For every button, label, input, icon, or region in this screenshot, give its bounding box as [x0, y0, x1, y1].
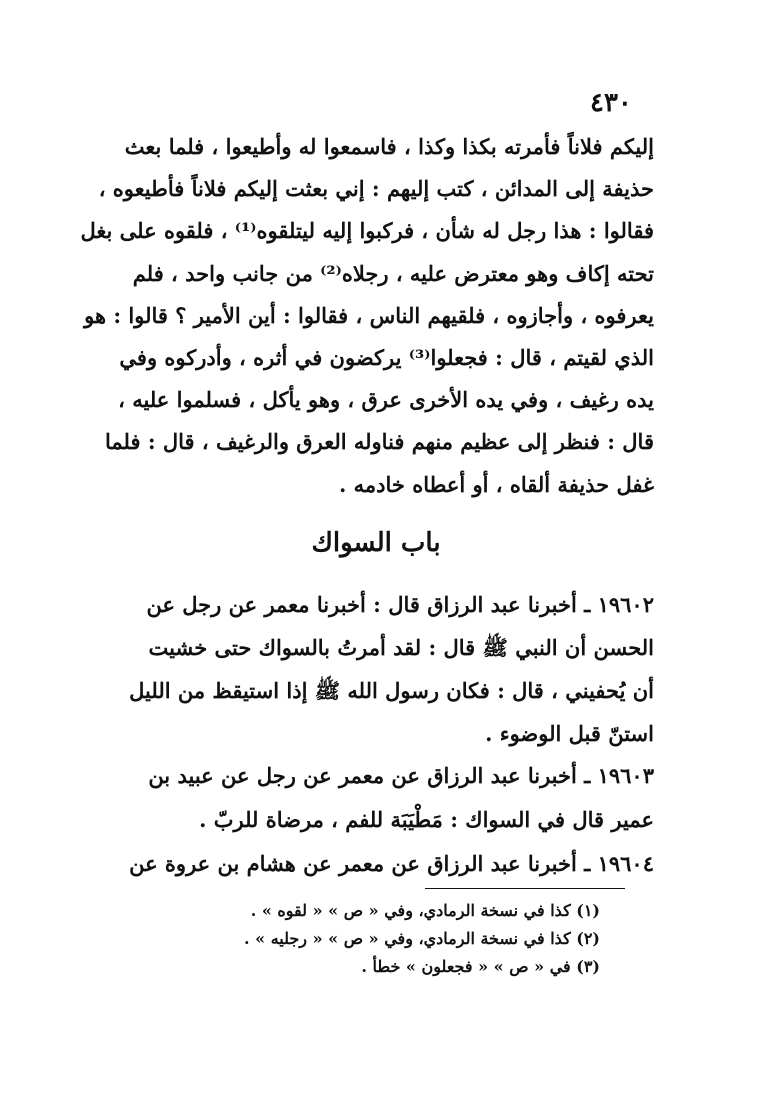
text-line: الحسن أن النبي ﷺ قال : لقد أمرتُ بالسواك حتى خشيت: [148, 635, 654, 660]
text-line: يده رغيف ، وفي يده الأخرى عرق ، وهو يأكل ، فسلموا عليه ،: [118, 387, 654, 413]
text-line: أن يُحفيني ، قال : فكان رسول الله ﷺ إذا استيقظ من الليل: [129, 678, 654, 703]
text-line: غفل حذيفة ألقاه ، أو أعطاه خادمه .: [339, 471, 654, 497]
page-number: ٤٣٠: [590, 88, 632, 118]
hadith-19602: [98, 583, 654, 755]
text-line: ١٩٦٠٤ ـ أخبرنا عبد الرزاق عن معمر عن هشام بن عروة عن: [129, 851, 654, 876]
text-line: استنّ قبل الوضوء .: [485, 721, 654, 746]
hadith-19603: [98, 754, 654, 842]
footnote: (٣) في « ص » « فجعلون » خطأ .: [361, 957, 600, 976]
footnote: (٢) كذا في نسخة الرمادي، وفي « ص » « رجليه » .: [243, 929, 600, 948]
text-line: فقالوا : هذا رجل له شأن ، فركبوا إليه ليتلقوه⁽¹⁾ ، فلقوه على بغل: [80, 218, 654, 244]
text-line: الذي لقيتم ، قال : فجعلوا⁽³⁾ يركضون في أثره ، وأدركوه وفي: [119, 345, 654, 371]
section-heading: باب السواك: [311, 528, 441, 558]
text-line: ١٩٦٠٣ ـ أخبرنا عبد الرزاق عن معمر عن رجل عن عبيد بن: [148, 763, 654, 788]
text-line: تحته إكاف وهو معترض عليه ، رجلاه⁽²⁾ من جانب واحد ، فلم: [132, 260, 654, 286]
footnote-divider: [425, 888, 625, 889]
footnotes: [200, 897, 600, 981]
text-line: إليكم فلاناً فأمرته بكذا وكذا ، فاسمعوا له وأطيعوا ، فلما بعث: [124, 134, 654, 159]
text-line: ١٩٦٠٢ ـ أخبرنا عبد الرزاق قال : أخبرنا معمر عن رجل عن: [146, 592, 654, 617]
text-line: حذيفة إلى المدائن ، كتب إليهم : إني بعثت إليكم فلاناً فأطيعوه ،: [98, 176, 654, 202]
hadith-19604: [98, 842, 654, 886]
text-line: يعرفوه ، وأجازوه ، فلقيهم الناس ، فقالوا : أين الأمير ؟ قالوا : هو: [84, 302, 654, 328]
text-line: قال : فنظر إلى عظيم منهم فناوله العرق والرغيف ، قال : فلما: [104, 429, 654, 455]
continuation-paragraph: [80, 126, 654, 506]
text-line: عمير قال في السواك : مَطْيَبَة للفم ، مرضاة للربّ .: [199, 807, 654, 832]
footnote: (١) كذا في نسخة الرمادي، وفي « ص » « لقوه » .: [250, 901, 600, 920]
